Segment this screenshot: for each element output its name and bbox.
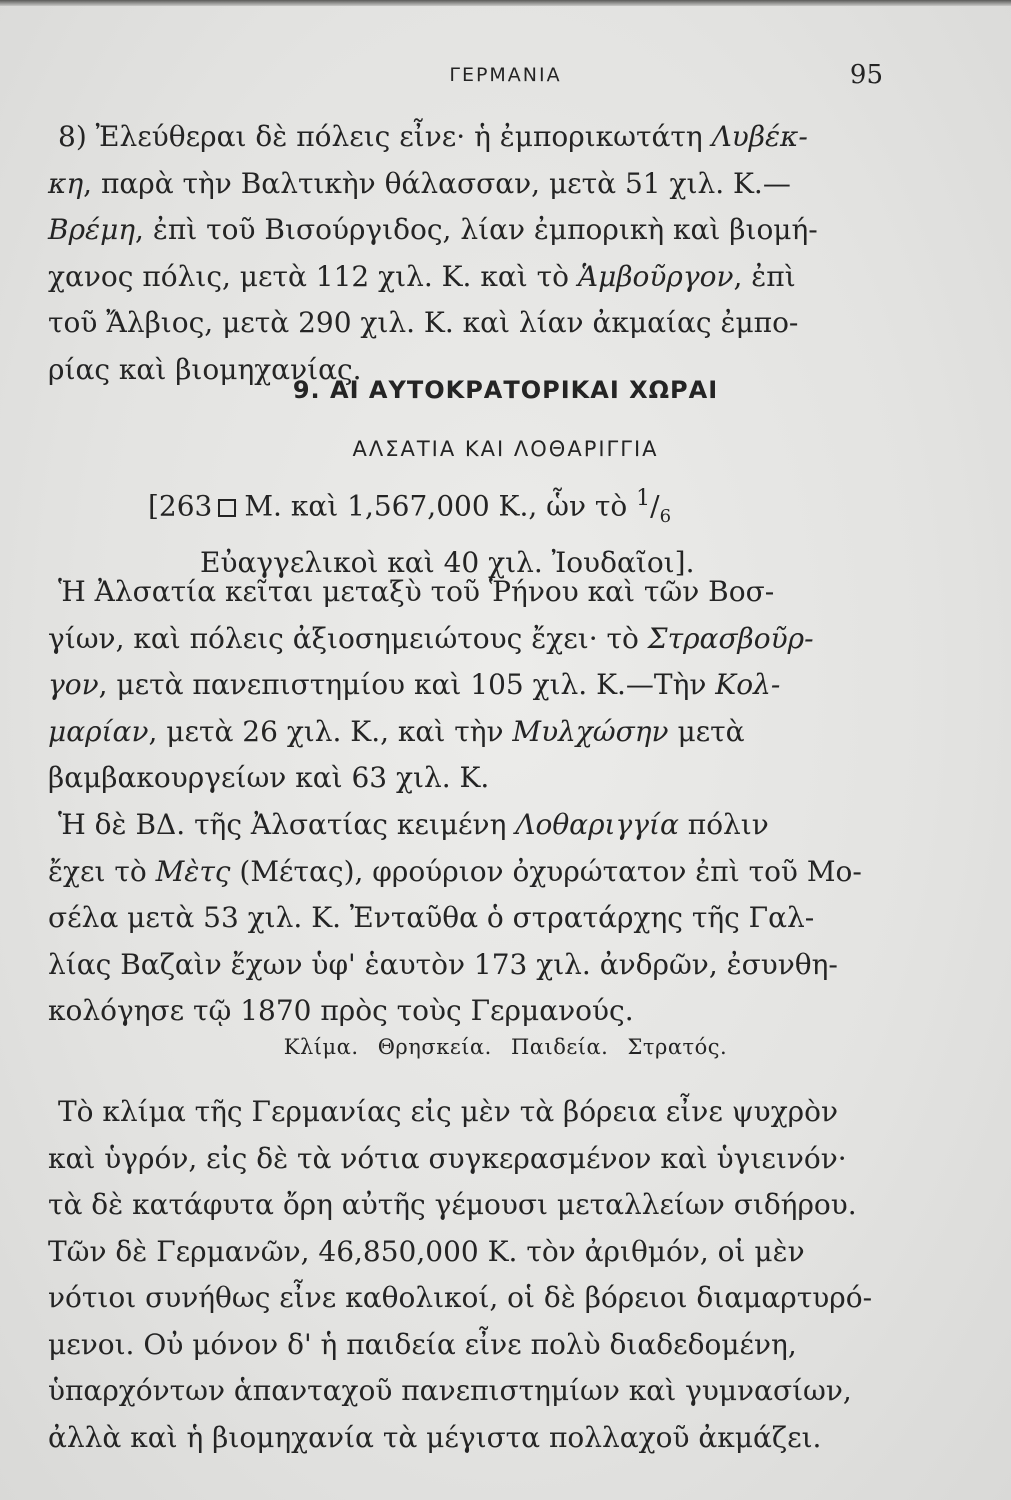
text-line: χανος πόλις, μετὰ 112 χιλ. Κ. καὶ τὸ Ἁμβοῦργον, ἐπὶ xyxy=(48,259,796,293)
page-top-edge xyxy=(0,0,1011,6)
stats-line: [263 Μ. καὶ 1,567,000 Κ., ὧν τὸ $^1/_6$ xyxy=(148,486,672,527)
square-miles-icon xyxy=(218,499,236,517)
text-line: γον, μετὰ πανεπιστημίου καὶ 105 χιλ. Κ.—Τὴν Κολ- xyxy=(48,668,781,701)
section-9-subheading: ΑΛΣΑΤΙΑ ΚΑΙ ΛΟΘΑΡΙΓΓΙΑ xyxy=(352,437,659,461)
text-line: Τῶν δὲ Γερμανῶν, 46,850,000 Κ. τὸν ἀριθμόν, οἱ μὲν xyxy=(48,1234,805,1268)
section-9-heading: 9. ΑΙ ΑΥΤΟΚΡΑΤΟΡΙΚΑΙ ΧΩΡΑΙ xyxy=(292,376,719,404)
text-line: λίας Βαζαὶν ἔχων ὑφ' ἑαυτὸν 173 χιλ. ἀνδρῶν, ἐσυνθη- xyxy=(48,947,838,981)
caption-item: Κλίμα. xyxy=(283,1035,359,1059)
text-line: ρίας καὶ βιομηχανίας. xyxy=(48,352,362,386)
text-line: ὑπαρχόντων ἁπανταχοῦ πανεπιστημίων καὶ γυμνασίων, xyxy=(48,1374,852,1407)
text-line: νότιοι συνήθως εἶνε καθολικοί, οἱ δὲ βόρειοι διαμαρτυρό- xyxy=(48,1281,873,1314)
text-line: Τὸ κλίμα τῆς Γερμανίας εἰς μὲν τὰ βόρεια εἶνε ψυχρὸν xyxy=(58,1095,839,1128)
section-8-paragraph xyxy=(48,114,880,393)
page-number: 95 xyxy=(849,60,883,90)
alsace-paragraph xyxy=(48,569,880,802)
caption-item: Παιδεία. xyxy=(510,1035,609,1059)
caption-item: Θρησκεία. xyxy=(377,1035,492,1059)
text-line: Βρέμη, ἐπὶ τοῦ Βισούργιδος, λίαν ἐμπορικὴ καὶ βιομή- xyxy=(48,213,818,246)
text-line: τοῦ Ἄλβιος, μετὰ 290 χιλ. Κ. καὶ λίαν ἀκμαίας ἐμπο- xyxy=(48,306,799,339)
text-line: Ἡ Ἀλσατία κεῖται μεταξὺ τοῦ Ῥήνου καὶ τῶν Βοσ- xyxy=(58,575,775,608)
stats-line: Εὐαγγελικοὶ καὶ 40 χιλ. Ἰουδαῖοι]. xyxy=(200,545,695,579)
running-title: ΓΕΡΜΑΝΙΑ xyxy=(449,64,562,86)
text-line: γίων, καὶ πόλεις ἀξιοσημειώτους ἔχει· τὸ Στρασβοῦρ- xyxy=(48,621,814,655)
text-line: σέλα μετὰ 53 χιλ. Κ. Ἐνταῦθα ὁ στρατάρχης τῆς Γαλ- xyxy=(48,901,815,934)
text-line: ἔχει τὸ Μὲτς (Μέτας), φρούριον ὀχυρώτατον ἐπὶ τοῦ Μο- xyxy=(48,854,862,888)
text-line: Ἡ δὲ ΒΔ. τῆς Ἀλσατίας κειμένη Λοθαριγγία πόλιν xyxy=(58,808,769,841)
text-line: μαρίαν, μετὰ 26 χιλ. Κ., καὶ τὴν Μυλχώσην μετὰ xyxy=(48,714,745,748)
lorraine-paragraph xyxy=(48,802,880,1035)
text-line: καὶ ὑγρόν, εἰς δὲ τὰ νότια συγκερασμένον καὶ ὑγιεινόν· xyxy=(48,1141,847,1175)
text-line: ἀλλὰ καὶ ἡ βιομηχανία τὰ μέγιστα πολλαχοῦ ἀκμάζει. xyxy=(48,1420,822,1454)
text-line: 8) Ἐλεύθεραι δὲ πόλεις εἶνε· ἡ ἐμπορικωτάτη Λυβέκ- xyxy=(58,120,808,153)
topics-caption xyxy=(0,1035,1011,1059)
caption-item: Στρατός. xyxy=(627,1035,728,1059)
text-line: μενοι. Οὐ μόνον δ' ἡ παιδεία εἶνε πολὺ διαδεδομένη, xyxy=(48,1327,797,1361)
climate-paragraph xyxy=(48,1089,880,1461)
text-line: βαμβακουργείων καὶ 63 χιλ. Κ. xyxy=(48,761,490,794)
text-line: τὰ δὲ κατάφυτα ὄρη αὐτῆς γέμουσι μεταλλείων σιδήρου. xyxy=(48,1188,857,1221)
text-line: κολόγησε τῷ 1870 πρὸς τοὺς Γερμανούς. xyxy=(48,994,634,1027)
text-line: κη, παρὰ τὴν Βαλτικὴν θάλασσαν, μετὰ 51 χιλ. Κ.— xyxy=(48,166,791,200)
page-header xyxy=(0,60,1011,90)
